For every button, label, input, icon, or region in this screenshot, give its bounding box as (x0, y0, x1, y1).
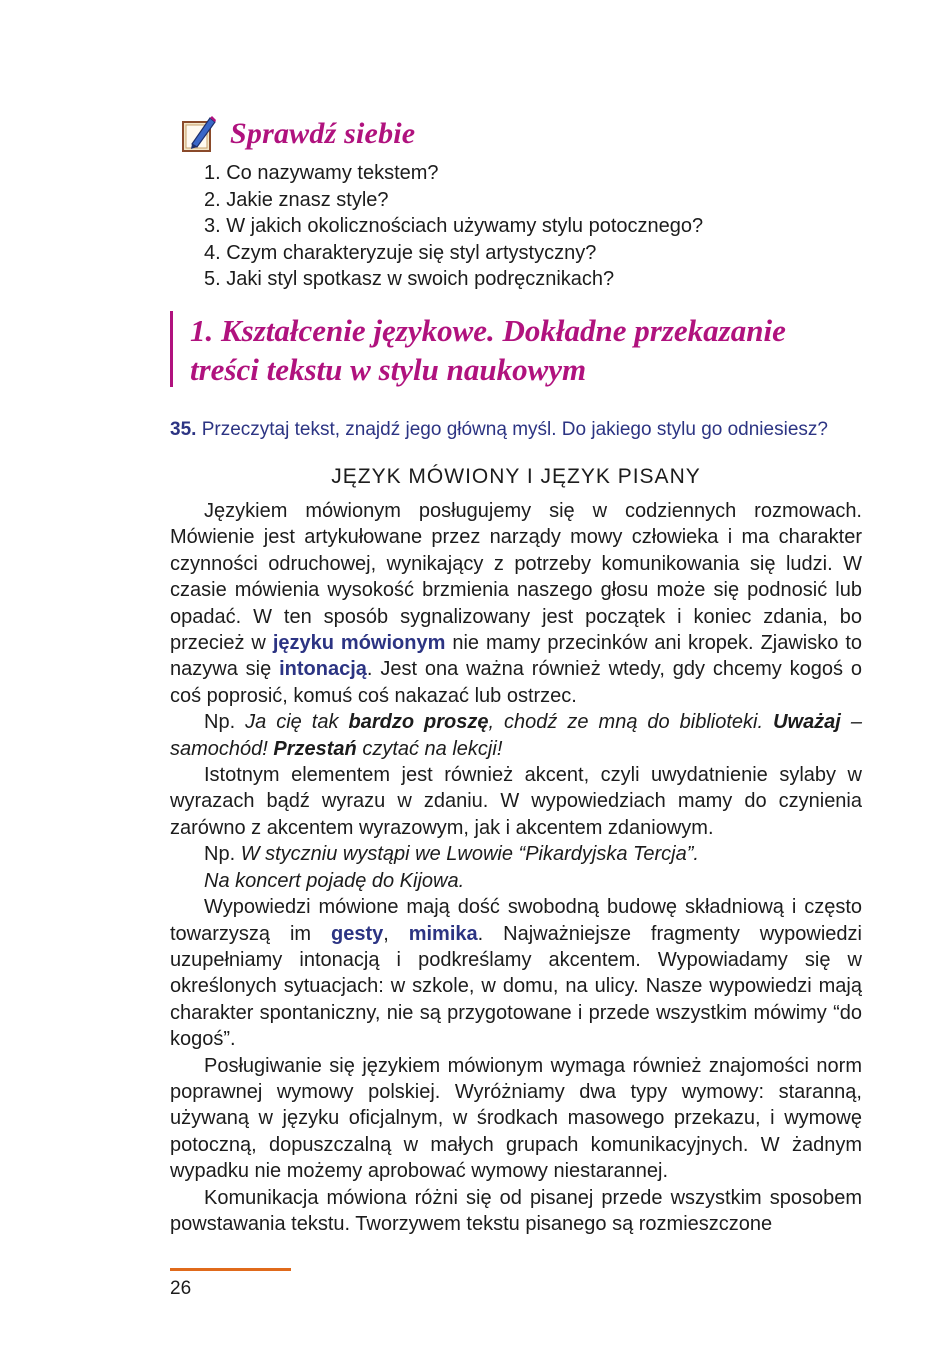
term-highlight: mimika (408, 922, 478, 945)
pencil-notebook-icon (180, 114, 218, 154)
section-heading (170, 311, 862, 387)
task-instruction (170, 419, 870, 441)
section-bar (170, 311, 173, 387)
page-number: 26 (170, 1278, 192, 1299)
paragraph: Posługiwanie się językiem mówionym wymaga również znajomości norm poprawnej wymowy polskiej. Wyróżniamy dwa typy wymowy: staranną, używaną w języku oficjalnym, w środkach masowego przekazu, i wymowę potoczną, dopuszczalną w małych grupach komunikacyjnych. W żadnym wypadku nie możemy aprobować wymowy niestarannej. (170, 1054, 862, 1183)
paragraph: Komunikacja mówiona różni się od pisanej przede wszystkim sposobem powstawania tekstu. Tworzywem tekstu pisanego są rozmieszczone (170, 1186, 862, 1235)
example: Na koncert pojadę do Kijowa. (204, 869, 465, 892)
question-item: 4. Czym charakteryzuje się styl artystyczny? (204, 241, 597, 264)
footer-line (170, 1268, 291, 1271)
check-yourself-header (180, 112, 415, 156)
example: Np. Ja cię tak bardzo proszę, chodź ze mną do biblioteki. Uważaj – samochód! Przestań czytać na lekcji! (170, 711, 862, 760)
paragraph: Wypowiedzi mówione mają dość swobodną budowę składniową i często towarzyszą im gesty, mimika. Najważniejsze fragmenty wypowiedzi uzupełniamy intonacją i podkreślamy akcentem. Wypowiadamy się w określonych sytuacjach: w szkole, w domu, na ulicy. Nasze wypowiedzi mają charakter spontaniczny, nie są przygotowane i przede wszystkim mówimy “do kogoś”. (170, 896, 862, 1051)
text-title: JĘZYK MÓWIONY I JĘZYK PISANY (331, 465, 701, 488)
task-text: Przeczytaj tekst, znajdź jego główną myśl. Do jakiego stylu go odniesiesz? (201, 419, 828, 440)
question-item: 5. Jaki styl spotkasz w swoich podręcznikach? (204, 268, 615, 291)
example: Np. W styczniu wystąpi we Lwowie “Pikardyjska Tercja”. (204, 843, 699, 866)
check-yourself-title: Sprawdź siebie (230, 117, 416, 150)
paragraph: Istotnym elementem jest również akcent, czyli uwydatnienie sylaby w wyrazach bądź wyrazu w zdaniu. W wypowiedziach mamy do czynienia zarówno z akcentem wyrazowym, jak i akcentem zdaniowym. (170, 764, 862, 839)
task-number: 35. (170, 419, 197, 440)
section-title-line1: 1. Kształcenie językowe. Dokładne przekazanie (190, 313, 786, 348)
term-highlight: języku mówionym (272, 632, 446, 655)
term-highlight: gesty (330, 922, 384, 945)
question-item: 3. W jakich okolicznościach używamy stylu potocznego? (204, 215, 704, 238)
section-title (190, 311, 870, 389)
section-title-line2: treści tekstu w stylu naukowym (190, 352, 587, 387)
questions-list (204, 160, 703, 293)
question-item: 2. Jakie znasz style? (204, 188, 389, 211)
question-item: 1. Co nazywamy tekstem? (204, 162, 439, 184)
body-text (170, 498, 862, 1237)
term-highlight: intonacją (279, 658, 367, 681)
paragraph: Językiem mówionym posługujemy się w codziennych rozmowach. Mówienie jest artykułowane przez narządy mowy człowieka i ma charakter czynności odruchowej, wynikający z potrzeby komunikowania się ludzi. W czasie mówienia wysokość brzmienia naszego głosu może się podnosić lub opadać. W ten sposób sygnalizowany jest początek i koniec zdania, bo przecież w języku mówionym nie mamy przecinków ani kropek. Zjawisko to nazywa się intonacją. Jest ona ważna również wtedy, gdy chcemy kogoś o coś poprosić, komuś coś nakazać lub ostrzec. (170, 500, 862, 707)
